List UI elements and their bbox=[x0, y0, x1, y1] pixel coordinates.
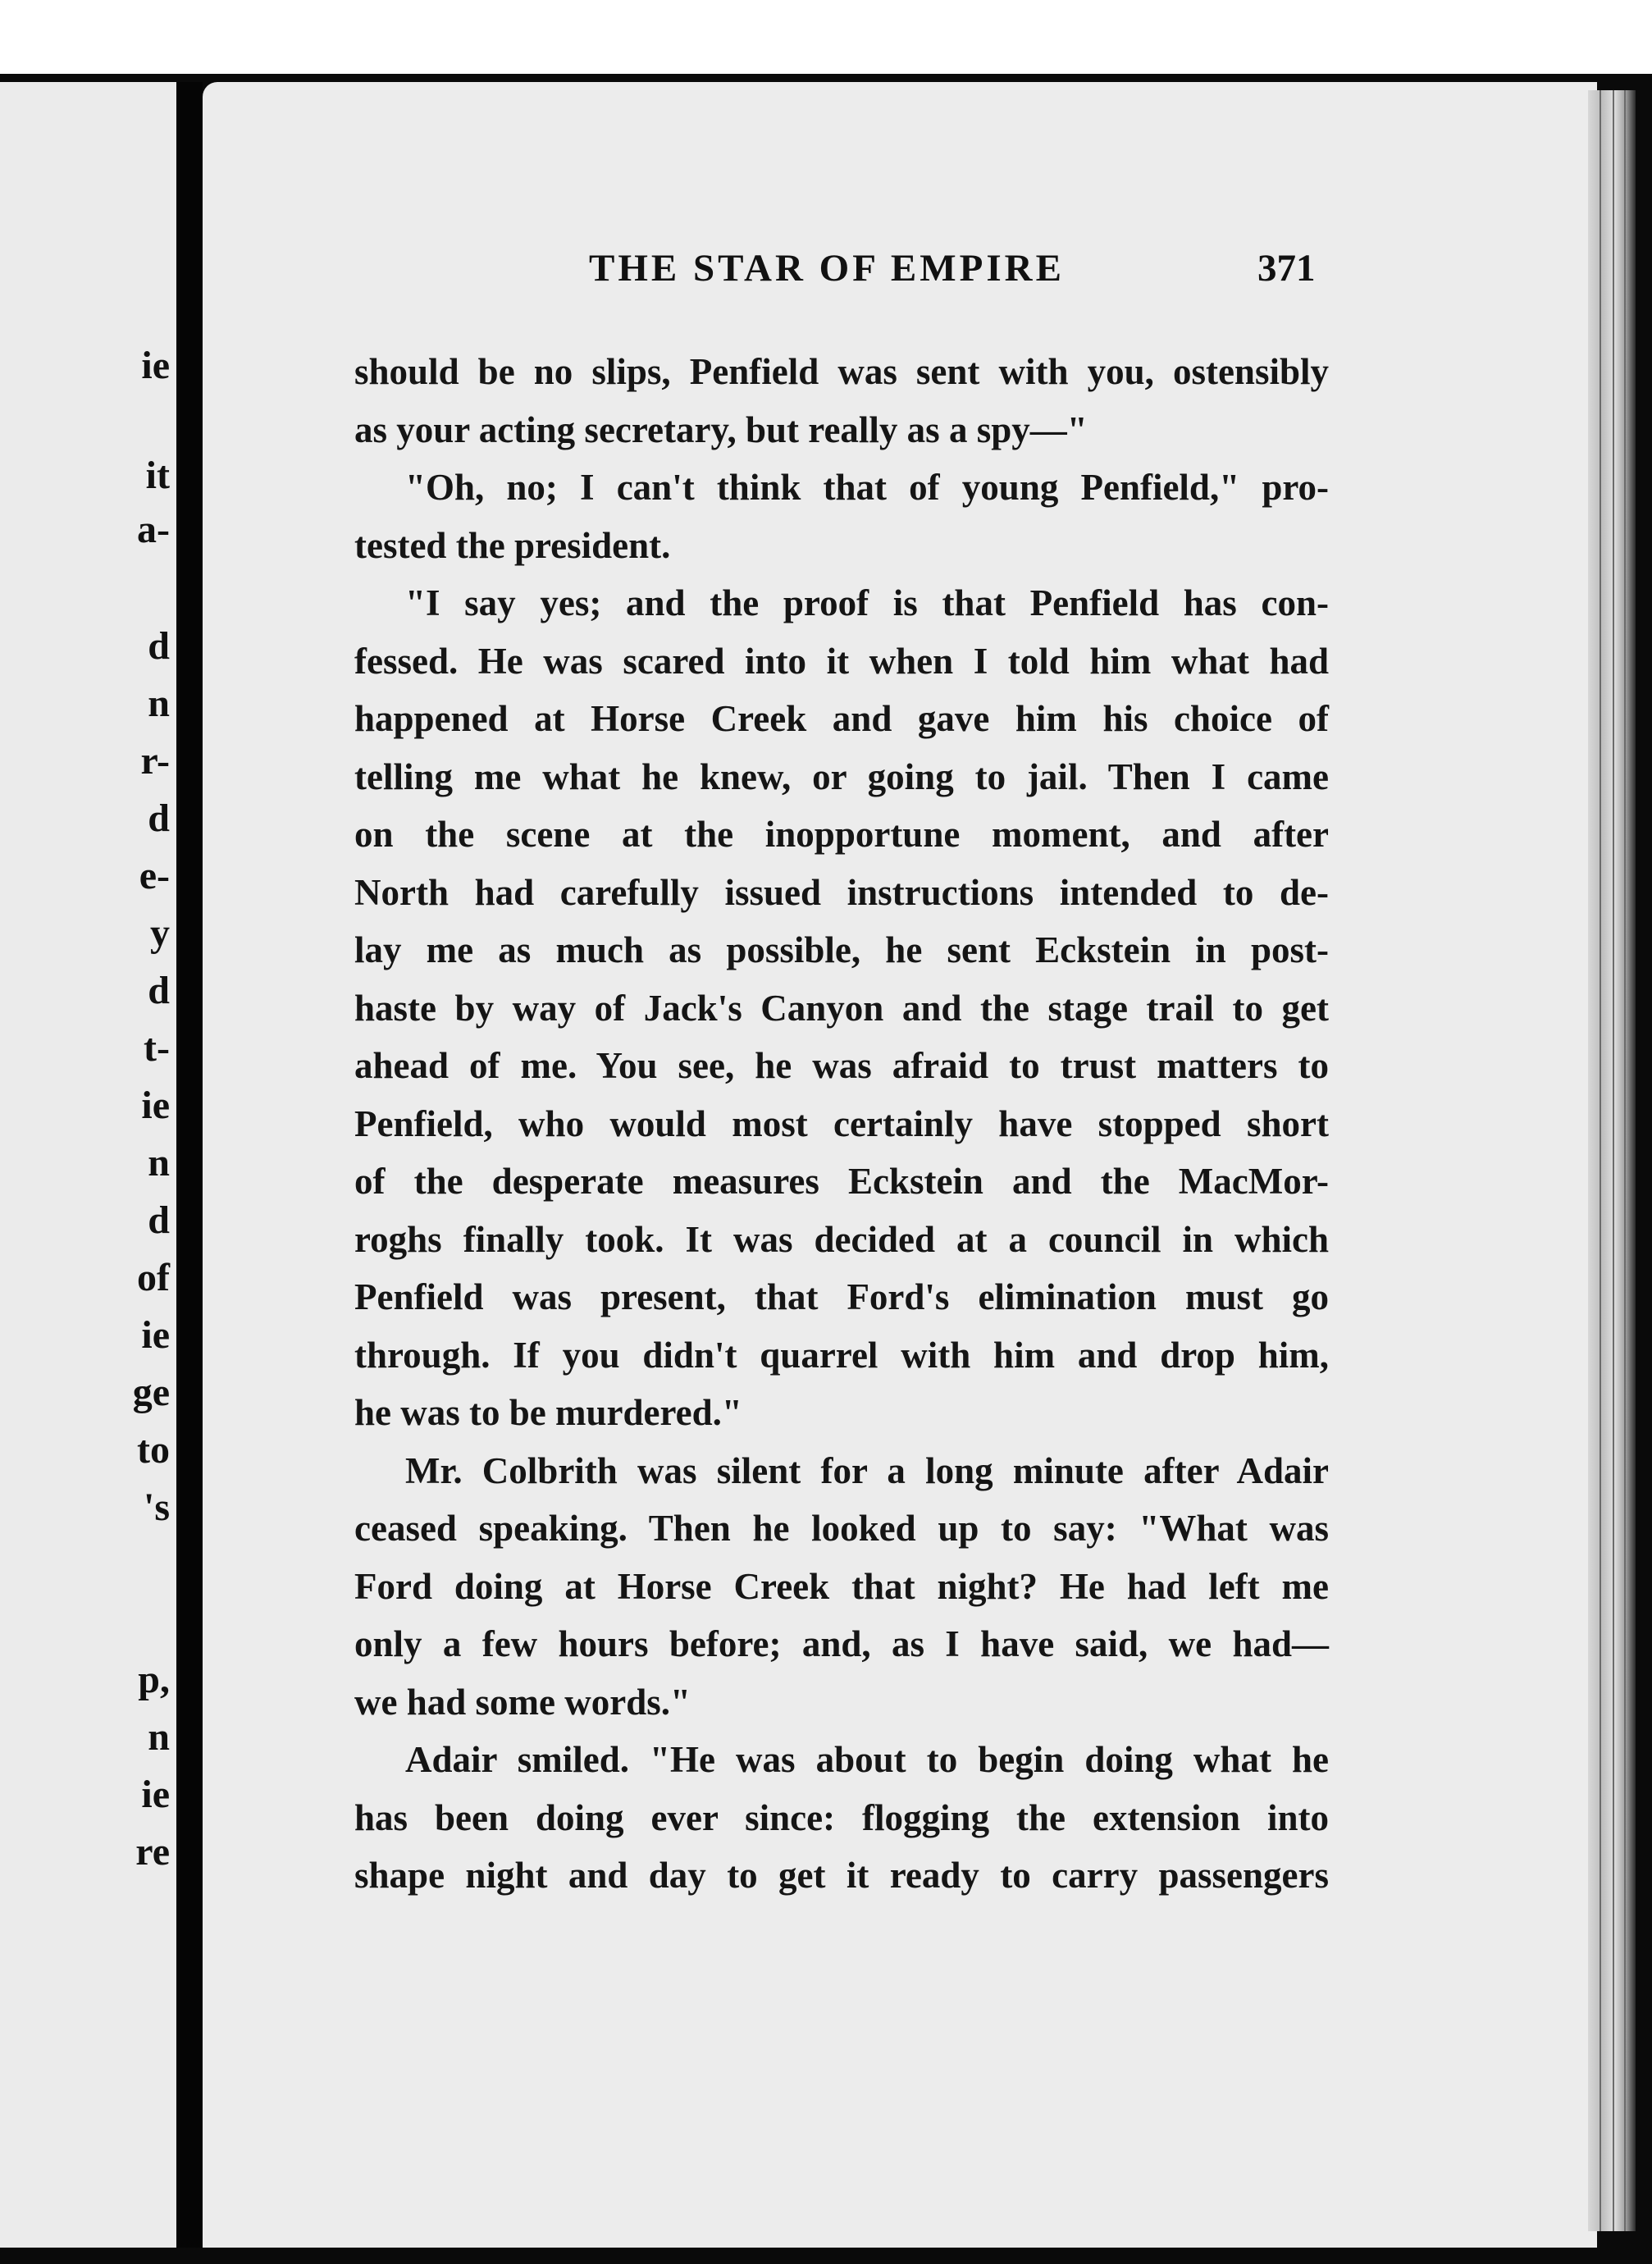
facing-page-text: of bbox=[137, 1256, 170, 1299]
facing-page-text: a- bbox=[137, 508, 170, 551]
text-line: through. If you didn't quarrel with him and drop him, bbox=[354, 1334, 1329, 1376]
facing-page-text: n bbox=[148, 1141, 170, 1184]
text-line: shape night and day to get it ready to carry passengers bbox=[354, 1855, 1329, 1896]
page-number: 371 bbox=[1257, 247, 1316, 290]
text-line: fessed. He was scared into it when I told him what had bbox=[354, 640, 1329, 682]
facing-page-text: r- bbox=[140, 739, 170, 783]
facing-page-fragment bbox=[0, 82, 176, 2248]
text-line: as your acting secretary, but really as a spy—" bbox=[354, 409, 1088, 450]
text-line: ahead of me. You see, he was afraid to trust matters to bbox=[354, 1045, 1329, 1086]
facing-page-text: it bbox=[145, 454, 170, 497]
text-line: roghs finally took. It was decided at a council in which bbox=[354, 1218, 1329, 1260]
text-line: Penfield, who would most certainly have stopped short bbox=[354, 1102, 1329, 1144]
text-line: only a few hours before; and, as I have said, we had— bbox=[354, 1623, 1329, 1664]
text-line: North had carefully issued instructions intended to de- bbox=[354, 871, 1329, 913]
facing-page-text: ie bbox=[141, 1084, 170, 1127]
facing-page-text: re bbox=[135, 1830, 170, 1874]
facing-page-text: p, bbox=[138, 1658, 170, 1701]
running-head-title: THE STAR OF EMPIRE bbox=[589, 247, 1065, 290]
text-line: should be no slips, Penfield was sent with you, ostensibly bbox=[354, 351, 1329, 392]
text-line: Ford doing at Horse Creek that night? He had left me bbox=[354, 1565, 1329, 1607]
text-line: ceased speaking. Then he looked up to say: "What was bbox=[354, 1508, 1329, 1549]
body-text bbox=[354, 343, 1329, 1905]
facing-page-text: y bbox=[150, 911, 170, 955]
text-line: haste by way of Jack's Canyon and the stage trail to get bbox=[354, 987, 1329, 1029]
text-line: tested the president. bbox=[354, 524, 671, 566]
text-line: he was to be murdered." bbox=[354, 1392, 742, 1433]
text-line: on the scene at the inopportune moment, and after bbox=[354, 814, 1329, 855]
text-line: we had some words." bbox=[354, 1681, 691, 1723]
facing-page-text: n bbox=[148, 682, 170, 725]
facing-page-text: ge bbox=[132, 1371, 170, 1414]
facing-page-text: e- bbox=[139, 854, 170, 897]
text-line: happened at Horse Creek and gave him his choice of bbox=[354, 698, 1329, 739]
text-line: of the desperate measures Eckstein and the MacMor- bbox=[354, 1161, 1329, 1202]
facing-page-text: to bbox=[137, 1428, 170, 1472]
facing-page-text: d bbox=[148, 969, 170, 1012]
facing-page-text: d bbox=[148, 1198, 170, 1242]
book-gutter bbox=[176, 82, 203, 2248]
text-line: lay me as much as possible, he sent Eckstein in post- bbox=[354, 929, 1329, 970]
text-line: has been doing ever since: flogging the extension into bbox=[354, 1796, 1329, 1838]
facing-page-text: ie bbox=[141, 1313, 170, 1357]
text-line: Mr. Colbrith was silent for a long minute after Adair bbox=[405, 1449, 1329, 1491]
facing-page-text: ie bbox=[141, 344, 170, 387]
text-line: telling me what he knew, or going to jail. Then I came bbox=[354, 755, 1329, 797]
facing-page-text: d bbox=[148, 797, 170, 840]
facing-page-text: d bbox=[148, 624, 170, 668]
page-edge-stack bbox=[1588, 90, 1636, 2231]
text-line: "I say yes; and the proof is that Penfield has con- bbox=[405, 582, 1329, 623]
facing-page-text: t- bbox=[144, 1026, 170, 1070]
facing-page-text: 's bbox=[143, 1486, 170, 1529]
facing-page-text: n bbox=[148, 1715, 170, 1759]
text-line: Penfield was present, that Ford's elimination must go bbox=[354, 1276, 1329, 1317]
text-line: Adair smiled. "He was about to begin doing what he bbox=[405, 1739, 1329, 1780]
text-line: "Oh, no; I can't think that of young Penfield," pro- bbox=[405, 467, 1329, 508]
facing-page-text: ie bbox=[141, 1773, 170, 1816]
